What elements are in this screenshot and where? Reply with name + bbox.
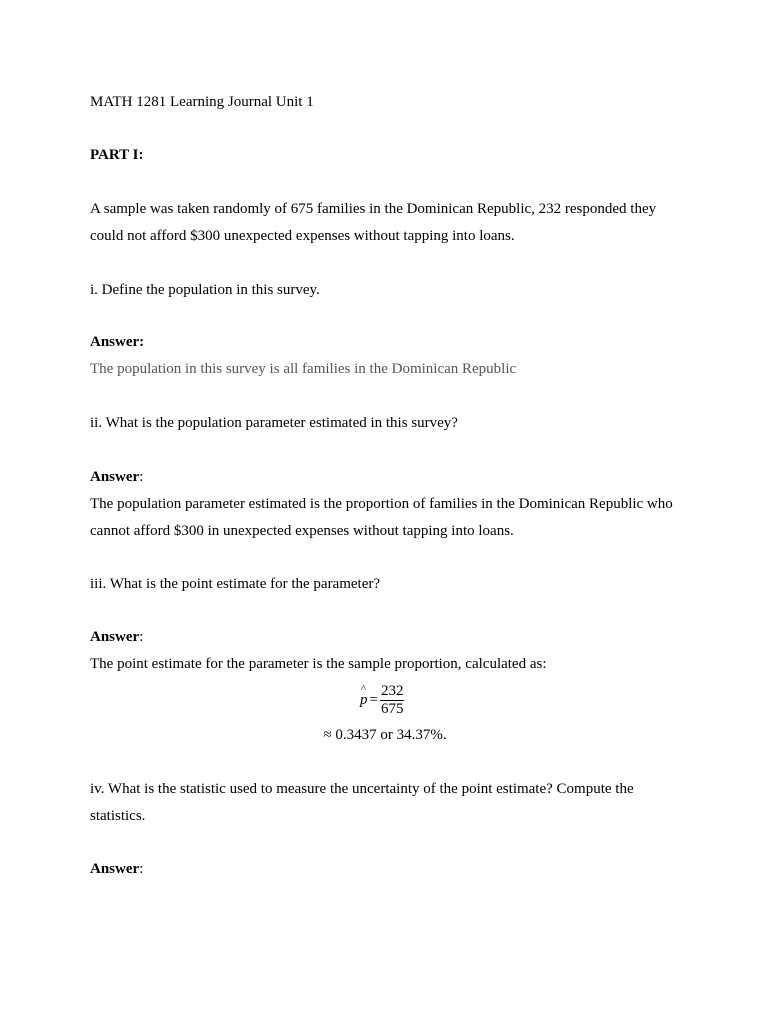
answer-label-text: Answer: [90, 861, 140, 877]
answer-label-colon: :: [139, 334, 145, 350]
intro-paragraph-line-1: A sample was taken randomly of 675 families in the Dominican Republic, 232 responded they: [90, 201, 657, 217]
answer-2-line-2: cannot afford $300 in unexpected expenses without tapping into loans.: [90, 523, 514, 539]
answer-label-text: Answer: [90, 469, 140, 485]
answer-label-colon: :: [139, 861, 144, 877]
p-symbol: p: [360, 691, 368, 708]
equals-sign: =: [369, 691, 378, 708]
document-page: [90, 0, 690, 1024]
question-2: ii. What is the population parameter estimated in this survey?: [90, 415, 458, 431]
formula-result: ≈ 0.3437 or 34.37%.: [323, 727, 447, 743]
answer-2-line-1: The population parameter estimated is the proportion of families in the Dominican Republic who: [90, 496, 673, 512]
fraction: [380, 683, 405, 718]
fraction-denominator: 675: [380, 700, 404, 717]
answer-3-label: [90, 627, 143, 647]
document-title: MATH 1281 Learning Journal Unit 1: [90, 94, 314, 110]
answer-2-label: [90, 467, 143, 487]
point-estimate-formula: [360, 682, 404, 718]
intro-paragraph-line-2: could not afford $300 unexpected expenses without tapping into loans.: [90, 228, 515, 244]
question-3: iii. What is the point estimate for the parameter?: [90, 576, 381, 592]
question-1: i. Define the population in this survey.: [90, 282, 320, 298]
p-hat-symbol: [360, 682, 368, 709]
question-4-line-2: statistics.: [90, 808, 146, 824]
answer-label-text: Answer: [90, 334, 140, 350]
part-heading: PART I:: [90, 147, 144, 163]
question-4-line-1: iv. What is the statistic used to measure the uncertainty of the point estimate? Compute the: [90, 781, 634, 797]
answer-label-colon: :: [139, 629, 144, 645]
answer-label-text: Answer: [90, 629, 140, 645]
answer-3-intro: The point estimate for the parameter is the sample proportion, calculated as:: [90, 656, 547, 672]
answer-label-colon: :: [139, 469, 144, 485]
answer-1-label: [90, 332, 144, 352]
hat-accent: ^: [361, 682, 367, 695]
answer-1-text: The population in this survey is all families in the Dominican Republic: [90, 361, 517, 377]
fraction-numerator: 232: [380, 682, 404, 699]
answer-4-label: [90, 859, 143, 879]
